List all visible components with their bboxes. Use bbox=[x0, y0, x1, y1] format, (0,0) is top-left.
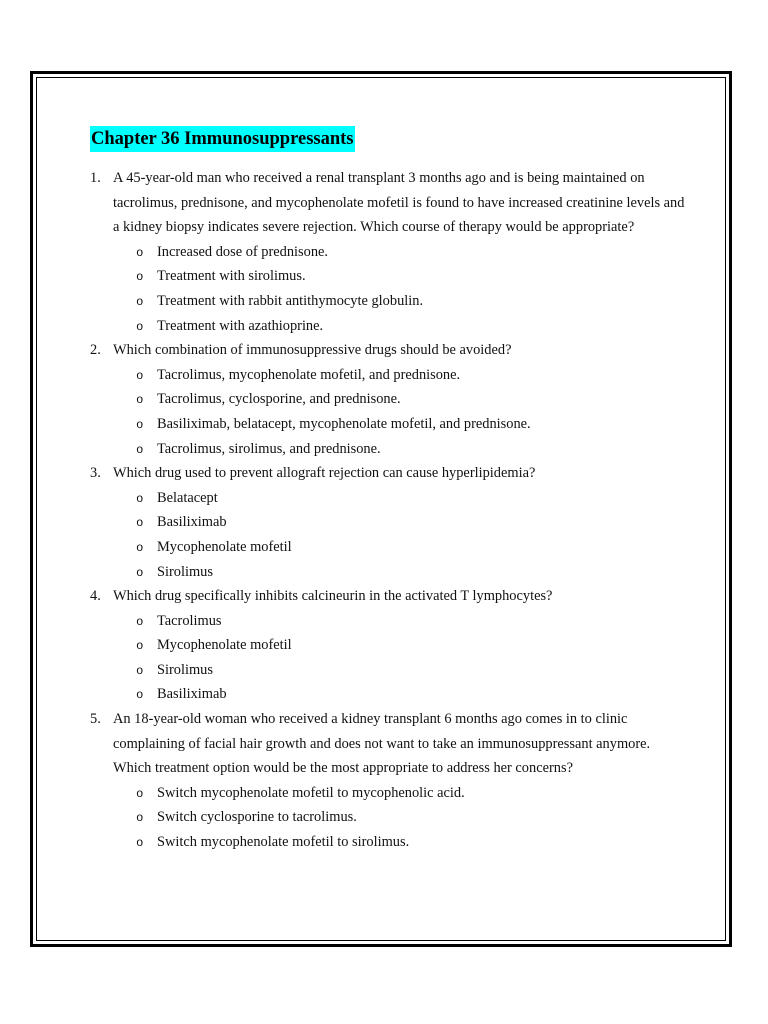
option-text: Belatacept bbox=[157, 489, 218, 506]
option-list bbox=[90, 363, 690, 461]
question-row bbox=[90, 584, 690, 609]
option-text: Tacrolimus, cyclosporine, and prednisone. bbox=[157, 391, 401, 408]
question-item bbox=[90, 166, 690, 338]
question-row bbox=[90, 338, 690, 363]
option-item bbox=[90, 781, 690, 806]
option-item bbox=[90, 363, 690, 388]
option-text: Switch mycophenolate mofetil to sirolimus. bbox=[157, 834, 410, 851]
bullet-icon: o bbox=[136, 785, 143, 800]
option-item bbox=[90, 658, 690, 683]
question-text: An 18-year-old woman who received a kidney transplant 6 months ago comes in to clinic complaining of facial hair growth and does not want to take an immunosuppressant anymore. Which treatment option would be the most appropriate to address her concerns? bbox=[113, 711, 651, 777]
bullet-icon: o bbox=[136, 367, 143, 382]
bullet-icon: o bbox=[136, 293, 143, 308]
bullet-icon: o bbox=[136, 613, 143, 628]
option-list bbox=[90, 609, 690, 707]
bullet-icon: o bbox=[136, 810, 143, 825]
question-number: 5. bbox=[90, 711, 101, 728]
bullet-icon: o bbox=[136, 638, 143, 653]
option-text: Basiliximab bbox=[157, 686, 227, 703]
bullet-icon: o bbox=[136, 490, 143, 505]
option-item bbox=[90, 805, 690, 830]
option-list bbox=[90, 781, 690, 855]
bullet-icon: o bbox=[136, 318, 143, 333]
option-text: Basiliximab bbox=[157, 514, 227, 531]
option-item bbox=[90, 264, 690, 289]
option-item bbox=[90, 240, 690, 265]
option-item bbox=[90, 535, 690, 560]
option-item bbox=[90, 314, 690, 339]
bullet-icon: o bbox=[136, 539, 143, 554]
option-text: Switch mycophenolate mofetil to mycophenolic acid. bbox=[157, 784, 465, 801]
question-number: 3. bbox=[90, 465, 101, 482]
option-item bbox=[90, 682, 690, 707]
option-text: Treatment with rabbit antithymocyte globulin. bbox=[157, 292, 424, 309]
chapter-title: Chapter 36 Immunosuppressants bbox=[90, 126, 355, 152]
question-number: 2. bbox=[90, 342, 101, 359]
bullet-icon: o bbox=[136, 687, 143, 702]
option-text: Tacrolimus, mycophenolate mofetil, and prednisone. bbox=[157, 366, 461, 383]
bullet-icon: o bbox=[136, 244, 143, 259]
option-text: Tacrolimus bbox=[157, 612, 222, 629]
bullet-icon: o bbox=[136, 515, 143, 530]
question-text: A 45-year-old man who received a renal transplant 3 months ago and is being maintained on tacrolimus, prednisone, and mycophenolate mofetil is found to have increased creatinine levels and a kidney biopsy indicates severe rejection. Which course of therapy would be appropriate? bbox=[113, 170, 685, 236]
option-item bbox=[90, 633, 690, 658]
question-item bbox=[90, 707, 690, 855]
question-number: 1. bbox=[90, 170, 101, 186]
option-list bbox=[90, 486, 690, 584]
bullet-icon: o bbox=[136, 564, 143, 579]
option-item bbox=[90, 289, 690, 314]
question-item bbox=[90, 338, 690, 461]
option-item bbox=[90, 510, 690, 535]
option-text: Mycophenolate mofetil bbox=[157, 538, 292, 555]
question-row bbox=[90, 707, 690, 781]
option-text: Increased dose of prednisone. bbox=[157, 243, 329, 260]
question-row bbox=[90, 166, 690, 240]
option-text: Basiliximab, belatacept, mycophenolate mofetil, and prednisone. bbox=[157, 415, 531, 432]
option-item bbox=[90, 412, 690, 437]
option-text: Treatment with sirolimus. bbox=[157, 268, 306, 285]
option-item bbox=[90, 560, 690, 585]
question-text: Which drug specifically inhibits calcineurin in the activated T lymphocytes? bbox=[113, 588, 553, 605]
bullet-icon: o bbox=[136, 441, 143, 456]
option-item bbox=[90, 387, 690, 412]
option-item bbox=[90, 437, 690, 462]
option-text: Sirolimus bbox=[157, 661, 213, 678]
question-item bbox=[90, 461, 690, 584]
option-text: Tacrolimus, sirolimus, and prednisone. bbox=[157, 440, 381, 457]
question-item bbox=[90, 584, 690, 707]
option-item bbox=[90, 830, 690, 855]
bullet-icon: o bbox=[136, 392, 143, 407]
option-list bbox=[90, 240, 690, 338]
option-text: Treatment with azathioprine. bbox=[157, 317, 324, 334]
option-item bbox=[90, 486, 690, 511]
question-list bbox=[90, 166, 690, 855]
question-text: Which drug used to prevent allograft rejection can cause hyperlipidemia? bbox=[113, 465, 536, 482]
option-item bbox=[90, 609, 690, 634]
question-row bbox=[90, 461, 690, 486]
question-number: 4. bbox=[90, 588, 101, 605]
document-content bbox=[90, 126, 690, 855]
bullet-icon: o bbox=[136, 269, 143, 284]
bullet-icon: o bbox=[136, 662, 143, 677]
option-text: Switch cyclosporine to tacrolimus. bbox=[157, 809, 357, 826]
question-text: Which combination of immunosuppressive drugs should be avoided? bbox=[113, 342, 512, 359]
option-text: Mycophenolate mofetil bbox=[157, 637, 292, 654]
bullet-icon: o bbox=[136, 416, 143, 431]
bullet-icon: o bbox=[136, 835, 143, 850]
option-text: Sirolimus bbox=[157, 563, 213, 580]
